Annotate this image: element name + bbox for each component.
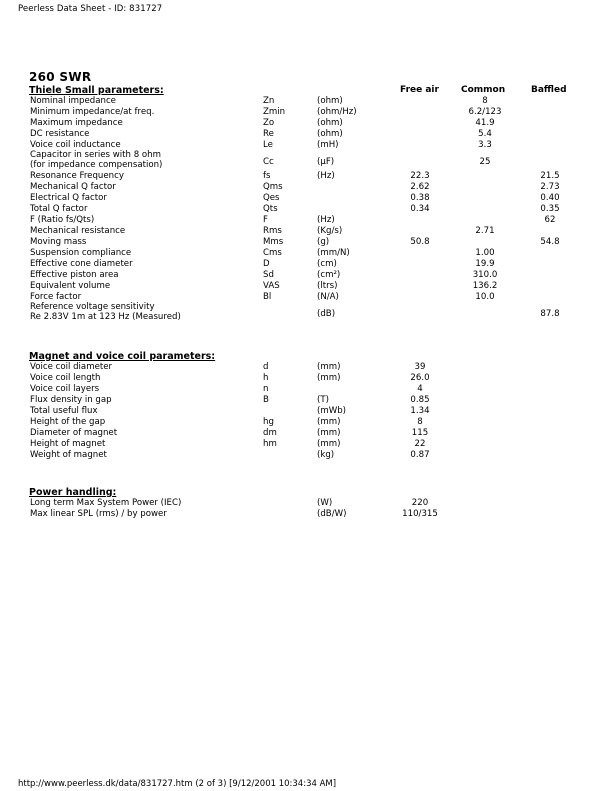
parameter-name — [30, 204, 87, 215]
parameter-name — [30, 259, 133, 270]
parameter-name — [30, 450, 107, 461]
value-baffled: 62 — [544, 215, 556, 225]
parameter-symbol: Qts — [263, 204, 278, 214]
parameter-name-line: Long term Max System Power (IEC) — [30, 498, 182, 508]
table-row — [0, 362, 612, 373]
parameter-symbol: d — [263, 362, 269, 372]
parameter-unit: (Kg/s) — [317, 226, 343, 236]
parameter-unit: (ltrs) — [317, 281, 338, 291]
parameter-name-line: Resonance Frequency — [30, 171, 124, 181]
value-common: 10.0 — [475, 292, 495, 302]
table-row — [0, 204, 612, 215]
parameter-unit: (T) — [317, 395, 329, 405]
parameter-symbol: fs — [263, 171, 271, 181]
value-common: 19.9 — [475, 259, 495, 269]
parameter-name-line: Reference voltage sensitivity — [30, 302, 155, 312]
parameter-symbol: D — [263, 259, 270, 269]
parameter-symbol: VAS — [263, 281, 280, 291]
parameter-unit: (mm) — [317, 373, 341, 383]
parameter-name-line: Maximum impedance — [30, 118, 123, 128]
parameter-name — [30, 384, 99, 395]
parameter-name — [30, 395, 112, 406]
value-baffled: 0.40 — [540, 193, 560, 203]
parameter-name-line: Total useful flux — [30, 406, 98, 416]
page-header: Peerless Data Sheet - ID: 831727 — [18, 4, 163, 14]
parameter-name — [30, 439, 105, 450]
value-common: 6.2/123 — [468, 107, 502, 117]
parameter-name-line: Effective piston area — [30, 270, 119, 280]
value-baffled: 21.5 — [540, 171, 560, 181]
parameter-name — [30, 270, 119, 281]
parameter-unit: (cm²) — [317, 270, 341, 280]
parameter-name-line: Effective cone diameter — [30, 259, 133, 269]
parameter-unit: (mm) — [317, 439, 341, 449]
table-row — [0, 439, 612, 450]
parameter-unit: (N/A) — [317, 292, 339, 302]
parameter-name-line: Electrical Q factor — [30, 193, 107, 203]
value-common: 5.4 — [478, 129, 492, 139]
parameter-symbol: Cc — [263, 157, 274, 167]
table-row — [0, 303, 612, 323]
parameter-symbol: Mms — [263, 237, 284, 247]
parameter-symbol: Cms — [263, 248, 282, 258]
parameter-name-line-2: Re 2.83V 1m at 123 Hz (Measured) — [30, 311, 181, 322]
value-free-air: 26.0 — [410, 373, 430, 383]
parameter-unit: (ohm/Hz) — [317, 107, 357, 117]
parameter-unit: (mm) — [317, 428, 341, 438]
value-baffled: 2.73 — [540, 182, 560, 192]
parameter-name-line: Voice coil diameter — [30, 362, 113, 372]
parameter-name-line: Minimum impedance/at freq. — [30, 107, 155, 117]
parameter-name — [30, 417, 105, 428]
parameter-symbol: Sd — [263, 270, 274, 280]
model-title: 260 SWR — [29, 70, 92, 84]
parameter-name-line: Voice coil length — [30, 373, 101, 383]
value-common: 25 — [479, 157, 491, 167]
parameter-name — [30, 118, 123, 129]
parameter-symbol: Le — [263, 140, 273, 150]
value-free-air: 50.8 — [410, 237, 430, 247]
parameter-name-line: Suspension compliance — [30, 248, 132, 258]
table-row — [0, 281, 612, 292]
parameter-symbol: Qms — [263, 182, 283, 192]
parameter-name — [30, 362, 112, 373]
parameter-name-line: Height of the gap — [30, 417, 106, 427]
parameter-unit: (cm) — [317, 259, 337, 269]
parameter-symbol: B — [263, 395, 269, 405]
value-free-air: 0.87 — [410, 450, 430, 460]
value-free-air: 0.34 — [410, 204, 430, 214]
parameter-name-line: Weight of magnet — [30, 450, 107, 460]
value-common: 310.0 — [472, 270, 498, 280]
table-row — [0, 248, 612, 259]
value-free-air: 220 — [411, 498, 429, 508]
parameter-name-line: Height of magnet — [30, 439, 106, 449]
parameter-symbol: Bl — [263, 292, 272, 302]
table-row — [0, 107, 612, 118]
parameter-symbol: hm — [263, 439, 277, 449]
parameter-name-line: Voice coil inductance — [30, 140, 121, 150]
parameter-name — [30, 96, 116, 107]
parameter-symbol: h — [263, 373, 269, 383]
table-row — [0, 498, 612, 509]
parameter-name — [30, 215, 94, 226]
table-row — [0, 151, 612, 171]
table-row — [0, 171, 612, 182]
value-baffled: 87.8 — [540, 309, 560, 319]
parameter-name-line: Total Q factor — [30, 204, 88, 214]
table-row — [0, 395, 612, 406]
value-common: 8 — [482, 96, 488, 106]
parameter-name-line: Nominal impedance — [30, 96, 116, 106]
value-baffled: 54.8 — [540, 237, 560, 247]
table-row — [0, 129, 612, 140]
value-common: 3.3 — [478, 140, 492, 150]
parameter-name-line: Voice coil layers — [30, 384, 100, 394]
table-row — [0, 96, 612, 107]
parameter-unit: (dB/W) — [317, 509, 347, 519]
parameter-unit: (ohm) — [317, 96, 343, 106]
parameter-name — [30, 151, 162, 170]
parameter-name-line: Moving mass — [30, 237, 87, 247]
page-footer: http://www.peerless.dk/data/831727.htm (2 of 3) [9/12/2001 10:34:34 AM] — [18, 779, 337, 789]
column-header-baffled: Baffled — [531, 85, 567, 95]
table-row — [0, 182, 612, 193]
parameter-symbol: Zo — [263, 118, 275, 128]
table-row — [0, 373, 612, 384]
section-title-power: Power handling: — [29, 487, 117, 498]
parameter-name-line: Diameter of magnet — [30, 428, 118, 438]
parameter-unit: (mm) — [317, 362, 341, 372]
parameter-unit: (µF) — [317, 157, 335, 167]
parameter-unit: (mH) — [317, 140, 339, 150]
parameter-symbol: Zn — [263, 96, 275, 106]
parameter-name-line: Mechanical Q factor — [30, 182, 116, 192]
parameter-symbol: Re — [263, 129, 274, 139]
parameter-symbol: F — [263, 215, 268, 225]
parameter-unit: (mm) — [317, 417, 341, 427]
value-free-air: 110/315 — [402, 509, 438, 519]
parameter-unit: (g) — [317, 237, 330, 247]
parameter-name — [30, 226, 125, 237]
parameter-unit: (Hz) — [317, 171, 335, 181]
table-row — [0, 226, 612, 237]
table-row — [0, 450, 612, 461]
parameter-name — [30, 509, 167, 520]
value-free-air: 8 — [417, 417, 423, 427]
parameter-name-line-2: (for impedance compensation) — [30, 159, 163, 170]
parameter-name — [30, 129, 89, 140]
parameter-symbol: n — [263, 384, 269, 394]
parameter-name — [30, 248, 131, 259]
column-header-free-air: Free air — [400, 85, 439, 95]
value-common: 136.2 — [472, 281, 498, 291]
parameter-unit: (kg) — [317, 450, 335, 460]
parameter-unit: (mWb) — [317, 406, 347, 416]
parameter-name-line: Flux density in gap — [30, 395, 112, 405]
table-row — [0, 417, 612, 428]
parameter-name — [30, 373, 100, 384]
value-free-air: 22.3 — [410, 171, 430, 181]
value-common: 41.9 — [475, 118, 495, 128]
value-free-air: 22 — [414, 439, 426, 449]
value-free-air: 4 — [417, 384, 423, 394]
value-free-air: 1.34 — [410, 406, 430, 416]
table-row — [0, 509, 612, 520]
parameter-name-line: Equivalent volume — [30, 281, 111, 291]
table-row — [0, 259, 612, 270]
table-row — [0, 118, 612, 129]
value-common: 1.00 — [475, 248, 495, 258]
parameter-name — [30, 303, 181, 322]
value-free-air: 0.38 — [410, 193, 430, 203]
table-row — [0, 193, 612, 204]
parameter-name-line: DC resistance — [30, 129, 90, 139]
parameter-symbol: Rms — [263, 226, 282, 236]
value-free-air: 39 — [414, 362, 426, 372]
parameter-symbol: dm — [263, 428, 277, 438]
parameter-name — [30, 171, 124, 182]
parameter-unit: (dB) — [317, 309, 336, 319]
parameter-name-line: Max linear SPL (rms) / by power — [30, 509, 167, 519]
parameter-name — [30, 498, 181, 509]
column-header-common: Common — [461, 85, 506, 95]
parameter-name — [30, 428, 117, 439]
parameter-name-line: Force factor — [30, 292, 82, 302]
value-baffled: 0.35 — [540, 204, 560, 214]
parameter-unit: (Hz) — [317, 215, 335, 225]
table-row — [0, 384, 612, 395]
table-row — [0, 406, 612, 417]
magnet-table — [0, 362, 612, 461]
parameter-symbol: Qes — [263, 193, 280, 203]
parameter-unit: (ohm) — [317, 118, 343, 128]
parameter-name — [30, 237, 86, 248]
power-table — [0, 498, 612, 520]
thiele-small-table — [0, 96, 612, 323]
parameter-name — [30, 281, 110, 292]
table-row — [0, 428, 612, 439]
parameter-name — [30, 193, 107, 204]
parameter-name — [30, 107, 154, 118]
parameter-name-line: F (Ratio fs/Qts) — [30, 215, 95, 225]
value-common: 2.71 — [475, 226, 495, 236]
value-free-air: 115 — [411, 428, 429, 438]
table-row — [0, 215, 612, 226]
table-row — [0, 237, 612, 248]
section-title-thiele-small: Thiele Small parameters: — [29, 85, 164, 96]
table-row — [0, 270, 612, 281]
parameter-symbol: Zmin — [263, 107, 286, 117]
parameter-name-line: Mechanical resistance — [30, 226, 126, 236]
parameter-name — [30, 406, 98, 417]
parameter-unit: (W) — [317, 498, 333, 508]
parameter-symbol: hg — [263, 417, 274, 427]
section-title-magnet: Magnet and voice coil parameters: — [29, 351, 216, 362]
parameter-name — [30, 182, 116, 193]
value-free-air: 2.62 — [410, 182, 430, 192]
parameter-unit: (mm/N) — [317, 248, 350, 258]
parameter-unit: (ohm) — [317, 129, 343, 139]
value-free-air: 0.85 — [410, 395, 430, 405]
parameter-name-line: Capacitor in series with 8 ohm — [30, 150, 161, 160]
